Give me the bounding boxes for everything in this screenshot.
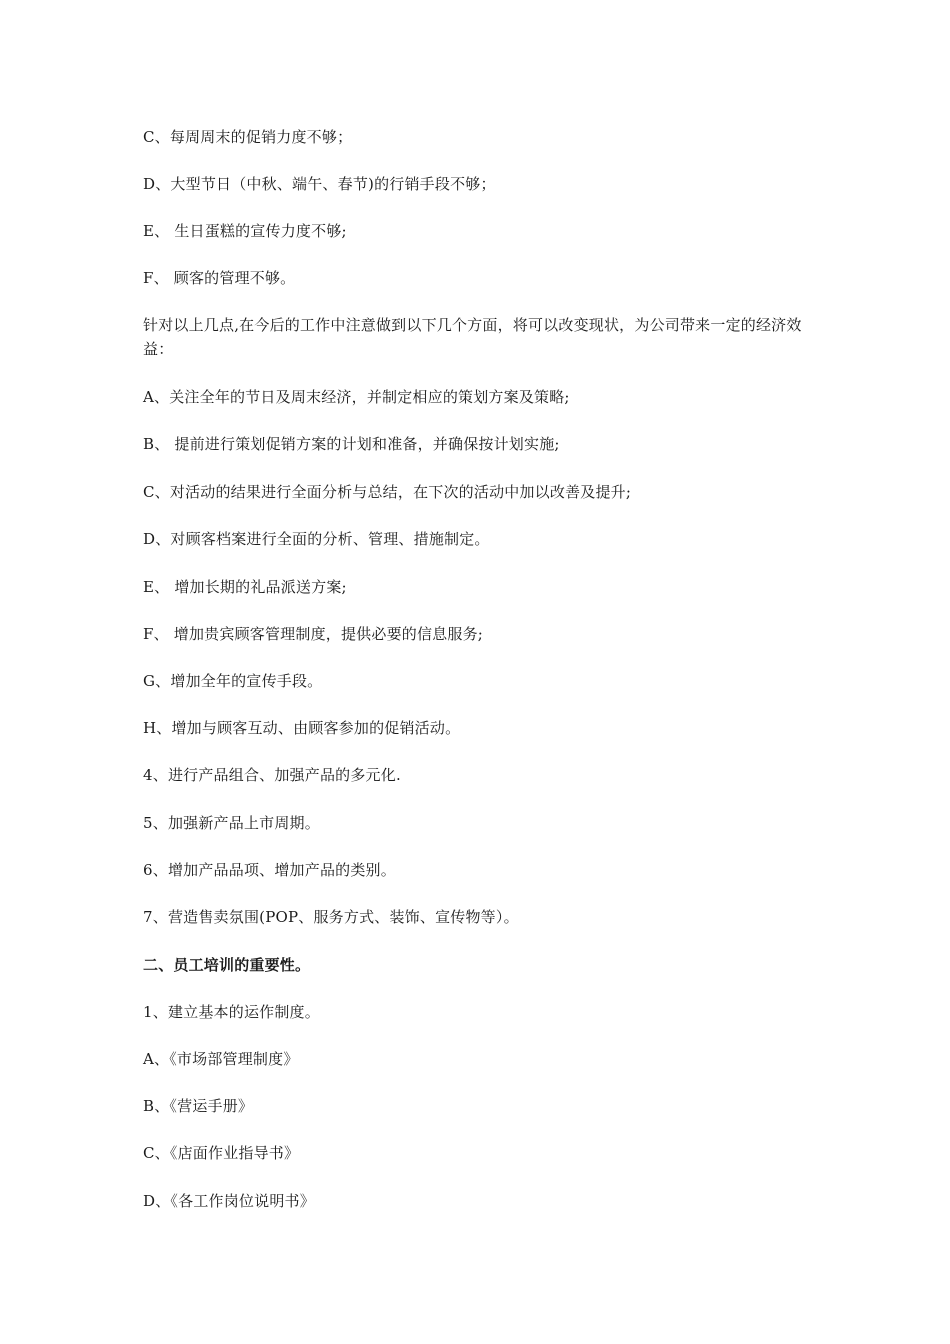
list-item: A、《市场部管理制度》	[143, 1050, 299, 1068]
list-item: F、 顾客的管理不够。	[143, 269, 296, 287]
list-item: G、增加全年的宣传手段。	[143, 672, 323, 690]
list-item: H、增加与顾客互动、由顾客参加的促销活动。	[143, 719, 461, 737]
list-item: D、对顾客档案进行全面的分析、管理、措施制定。	[143, 530, 490, 548]
list-item: 7、营造售卖氛围(POP、服务方式、装饰、宣传物等）。	[143, 908, 519, 926]
list-item: C、每周周末的促销力度不够；	[143, 128, 353, 146]
list-item: 6、增加产品品项、增加产品的类别。	[143, 861, 396, 879]
list-item: A、关注全年的节日及周末经济，并制定相应的策划方案及策略;	[143, 388, 570, 406]
list-item: C、对活动的结果进行全面分析与总结，在下次的活动中加以改善及提升;	[143, 483, 632, 501]
list-item: C、《店面作业指导书》	[143, 1144, 300, 1162]
list-item: E、 增加长期的礼品派送方案;	[143, 578, 347, 596]
list-item: 1、建立基本的运作制度。	[143, 1003, 320, 1021]
list-item: D、大型节日（中秋、端午、春节)的行销手段不够；	[143, 175, 496, 193]
list-item: E、 生日蛋糕的宣传力度不够;	[143, 222, 347, 240]
list-item: B、 提前进行策划促销方案的计划和准备，并确保按计划实施;	[143, 435, 560, 453]
list-item: B、《营运手册》	[143, 1097, 254, 1115]
list-item: F、 增加贵宾顾客管理制度，提供必要的信息服务;	[143, 625, 484, 643]
list-item: 5、加强新产品上市周期。	[143, 814, 320, 832]
paragraph: 针对以上几点,在今后的工作中注意做到以下几个方面，将可以改变现状，为公司带来一定的经济效益：	[143, 316, 802, 358]
section-heading: 二、员工培训的重要性。	[143, 956, 311, 974]
list-item: D、《各工作岗位说明书》	[143, 1192, 315, 1210]
list-item: 4、进行产品组合、加强产品的多元化.	[143, 766, 401, 784]
